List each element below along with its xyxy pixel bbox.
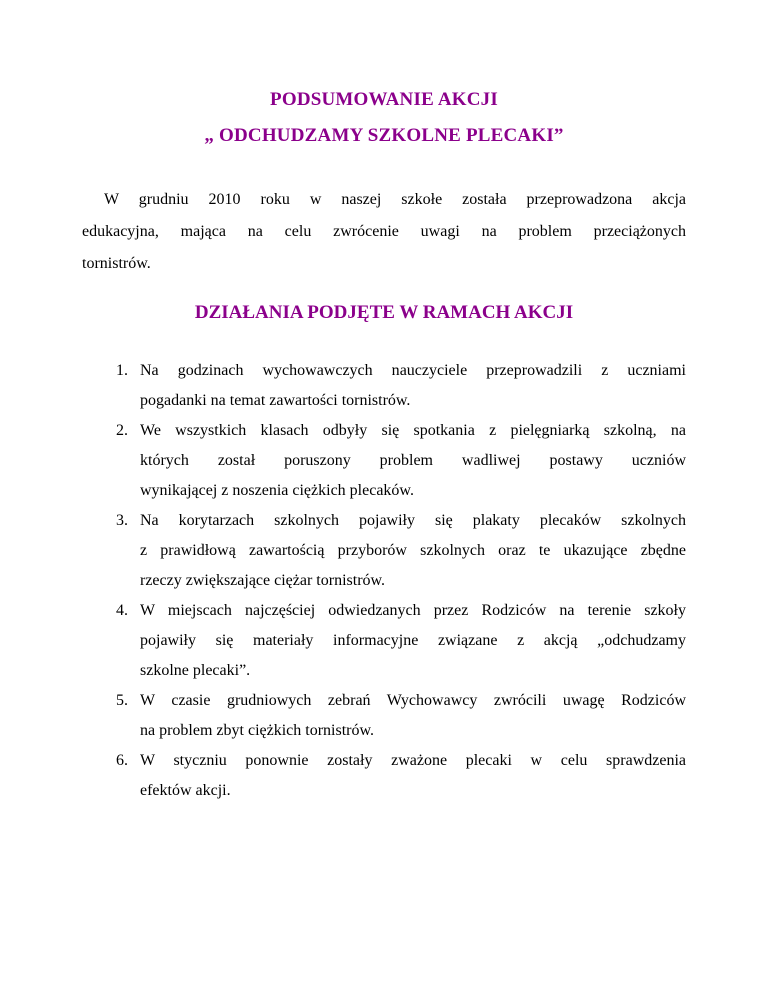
list-item-line: wynikającej z noszenia ciężkich plecaków.	[140, 482, 414, 499]
list-item	[116, 416, 686, 506]
list-item-line: rzeczy zwiększające ciężar tornistrów.	[140, 572, 386, 589]
intro-paragraph	[82, 184, 686, 280]
list-item-line: pojawiły się materiały informacyjne związane z akcją „odchudzamy	[140, 632, 686, 649]
document-subtitle: „ ODCHUDZAMY SZKOLNE PLECAKI”	[204, 125, 564, 146]
list-item	[116, 596, 686, 686]
list-item-line: pogadanki na temat zawartości tornistrów.	[140, 392, 411, 409]
section-title: DZIAŁANIA PODJĘTE W RAMACH AKCJI	[194, 302, 574, 323]
actions-list	[116, 356, 686, 806]
list-item-number: 6.	[116, 752, 128, 769]
intro-line: edukacyjna, mająca na celu zwrócenie uwagi na problem przeciążonych	[82, 223, 686, 240]
list-item	[116, 356, 686, 416]
list-item-line: z prawidłową zawartością przyborów szkolnych oraz te ukazujące zbędne	[140, 542, 686, 559]
list-item-line: Na godzinach wychowawczych nauczyciele przeprowadzili z uczniami	[140, 362, 686, 379]
list-item-line: Na korytarzach szkolnych pojawiły się plakaty plecaków szkolnych	[140, 512, 686, 529]
list-item-line: szkolne plecaki”.	[140, 662, 251, 679]
list-item-number: 2.	[116, 422, 128, 439]
list-item-line: W czasie grudniowych zebrań Wychowawcy zwrócili uwagę Rodziców	[140, 692, 686, 709]
list-item-number: 1.	[116, 362, 128, 379]
list-item-line: efektów akcji.	[140, 782, 231, 799]
list-item-line: W styczniu ponownie zostały zważone plecaki w celu sprawdzenia	[140, 752, 686, 769]
intro-line: tornistrów.	[82, 255, 151, 272]
list-item-line: W miejscach najczęściej odwiedzanych przez Rodziców na terenie szkoły	[140, 602, 686, 619]
list-item-line: We wszystkich klasach odbyły się spotkania z pielęgniarką szkolną, na	[140, 422, 686, 439]
list-item-line: których został poruszony problem wadliwej postawy uczniów	[140, 452, 686, 469]
list-item-number: 3.	[116, 512, 128, 529]
intro-line: W grudniu 2010 roku w naszej szkołe została przeprowadzona akcja	[104, 191, 686, 208]
list-item-line: na problem zbyt ciężkich tornistrów.	[140, 722, 374, 739]
list-item-number: 5.	[116, 692, 128, 709]
list-item	[116, 686, 686, 746]
list-item	[116, 746, 686, 806]
list-item	[116, 506, 686, 596]
list-item-number: 4.	[116, 602, 128, 619]
document-title: PODSUMOWANIE AKCJI	[270, 89, 498, 110]
